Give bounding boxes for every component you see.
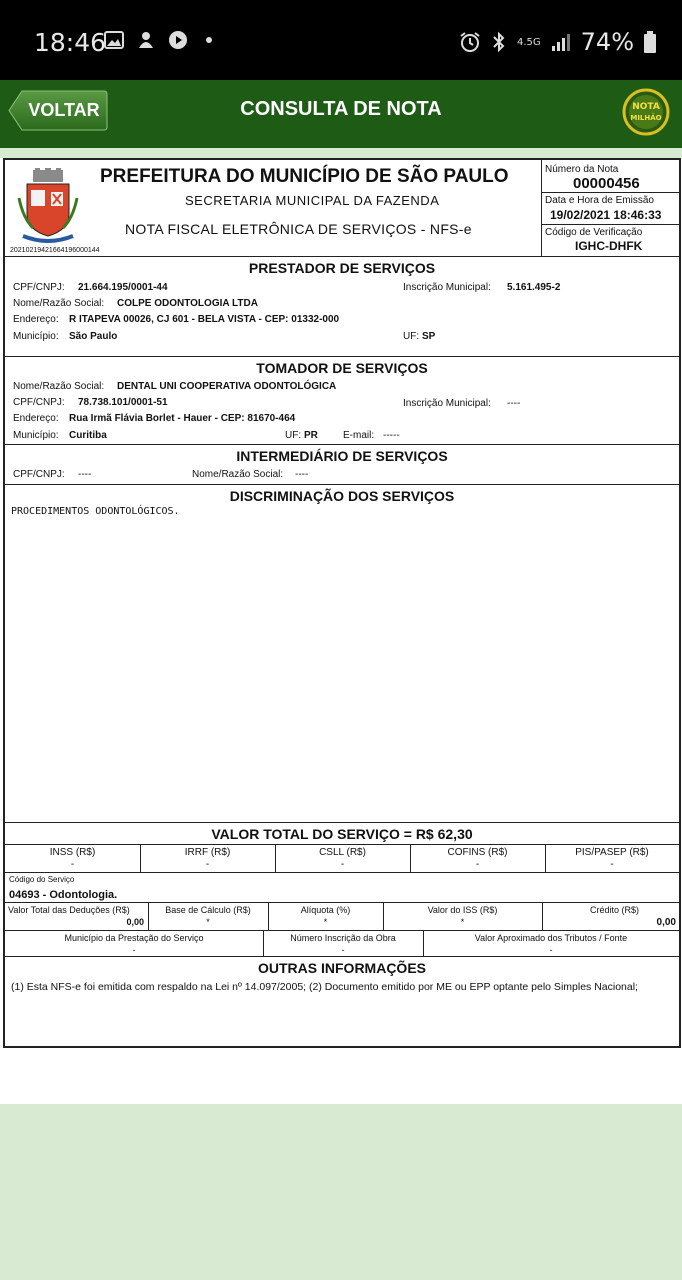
sao-paulo-coat-of-arms xyxy=(17,168,79,246)
valor-iss-label: Valor do ISS (R$) xyxy=(427,905,498,915)
battery-percent: 74% xyxy=(580,28,634,56)
cofins-label: COFINS (R$) xyxy=(447,847,508,858)
deducoes-value: 0,00 xyxy=(126,917,144,927)
credito-value: 0,00 xyxy=(656,917,676,928)
tomador-email-label: E-mail: xyxy=(343,430,375,441)
alarm-icon xyxy=(459,31,481,53)
barcode-number: 20210219421664196000144 xyxy=(10,247,100,254)
section-border xyxy=(5,930,679,931)
base-calculo-value: * xyxy=(206,917,210,927)
app-bar xyxy=(0,80,682,148)
cofins-value: - xyxy=(475,859,480,870)
status-bar xyxy=(0,0,682,80)
valor-total: VALOR TOTAL DO SERVIÇO = R$ 62,30 xyxy=(211,826,473,842)
green-stripe xyxy=(0,148,682,158)
tomador-uf-value: PR xyxy=(304,430,318,441)
section-border xyxy=(5,484,679,485)
bluetooth-icon xyxy=(491,31,507,53)
section-border xyxy=(5,956,679,957)
prestador-uf-value: SP xyxy=(422,331,436,342)
base-calculo-label: Base de Cálculo (R$) xyxy=(165,905,251,915)
nota-milhao-logo xyxy=(622,88,670,136)
header-sep-1 xyxy=(541,192,679,193)
intermediario-nome-label: Nome/Razão Social: xyxy=(192,469,284,480)
prestador-endereco-value: R ITAPEVA 00026, CJ 601 - BELA VISTA - CEP: 01332-000 xyxy=(69,314,340,325)
tomador-municipio-label: Município: xyxy=(13,430,59,441)
inss-value: - xyxy=(70,859,75,870)
verificacao-label: Código de Verificação xyxy=(545,227,643,238)
pis-value: - xyxy=(610,859,614,870)
prestador-nome-value: COLPE ODONTOLOGIA LTDA xyxy=(117,298,258,309)
irrf-label: IRRF (R$) xyxy=(184,847,231,858)
emissao-value: 19/02/2021 18:46:33 xyxy=(550,208,662,222)
csll-value: - xyxy=(340,859,345,870)
page-title: CONSULTA DE NOTA xyxy=(240,98,442,120)
intermediario-cpf-label: CPF/CNPJ: xyxy=(13,469,65,480)
outras-text: (1) Esta NFS-e foi emitida com respaldo na Lei nº 14.097/2005; (2) Documento emitido por ME ou EPP optante pelo Simples Nacional; xyxy=(11,981,638,993)
signal-icon xyxy=(551,32,571,52)
section-border xyxy=(5,822,679,823)
tomador-inscricao-label: Inscrição Municipal: xyxy=(403,398,491,409)
aliquota-value: * xyxy=(323,917,328,927)
outras-title: OUTRAS INFORMAÇÕES xyxy=(258,960,426,976)
credito-label: Crédito (R$) xyxy=(589,905,639,915)
intermediario-nome-value: ---- xyxy=(295,469,309,480)
tributos-label: Valor Aproximado dos Tributos / Fonte xyxy=(474,933,628,943)
intermediario-cpf-value: ---- xyxy=(78,469,92,480)
tomador-email-value: ----- xyxy=(383,430,400,441)
tributos-value: - xyxy=(549,945,553,955)
codigo-servico-label: Código do Serviço xyxy=(9,875,75,884)
section-border xyxy=(5,444,679,445)
tomador-nome-label: Nome/Razão Social: xyxy=(13,381,105,392)
back-button-label: VOLTAR xyxy=(28,100,100,120)
tomador-nome-value: DENTAL UNI COOPERATIVA ODONTOLÓGICA xyxy=(117,381,337,392)
prestador-cpf-value: 21.664.195/0001-44 xyxy=(78,282,168,293)
tomador-cpf-value: 78.738.101/0001-51 xyxy=(78,397,168,408)
notification-icons xyxy=(104,30,212,50)
tomador-endereco-label: Endereço: xyxy=(13,413,59,424)
municipio-prestacao-value: - xyxy=(132,945,136,955)
verificacao-value: IGHC-DHFK xyxy=(575,239,643,253)
prestador-nome-label: Nome/Razão Social: xyxy=(13,298,105,309)
prestador-uf-label: UF: xyxy=(403,331,420,342)
logo-text-milhao: MILHÃO xyxy=(630,114,662,122)
more-notifications-dot xyxy=(206,37,212,43)
discriminacao-text: PROCEDIMENTOS ODONTOLÓGICOS. xyxy=(11,506,180,517)
deducoes-label: Valor Total das Deduções (R$) xyxy=(8,905,130,915)
intermediario-title: INTERMEDIÁRIO DE SERVIÇOS xyxy=(236,448,448,464)
header-sep-2 xyxy=(541,224,679,225)
inscricao-obra-label: Número Inscrição da Obra xyxy=(290,933,396,943)
prefeitura-title: PREFEITURA DO MUNICÍPIO DE SÃO PAULO xyxy=(100,166,509,187)
section-border xyxy=(5,356,679,357)
logo-text-nota: NOTA xyxy=(632,102,660,112)
battery-icon xyxy=(644,31,656,53)
numero-nota-label: Número da Nota xyxy=(545,164,619,175)
prestador-inscricao-value: 5.161.495-2 xyxy=(507,282,561,293)
tomador-municipio-value: Curitiba xyxy=(69,430,107,441)
irrf-value: - xyxy=(205,859,210,870)
header-divider xyxy=(541,160,542,256)
section-border xyxy=(5,902,679,903)
prestador-title: PRESTADOR DE SERVIÇOS xyxy=(248,260,436,276)
image-icon xyxy=(104,31,124,49)
prestador-municipio-value: São Paulo xyxy=(69,331,118,342)
prestador-endereco-label: Endereço: xyxy=(13,314,59,325)
discriminacao-title: DISCRIMINAÇÃO DOS SERVIÇOS xyxy=(229,488,455,504)
app-notification-icon xyxy=(136,30,156,50)
inss-label: INSS (R$) xyxy=(49,847,96,858)
tomador-inscricao-value: ---- xyxy=(507,398,521,409)
tomador-endereco-value: Rua Irmã Flávia Borlet - Hauer - CEP: 81670-464 xyxy=(69,413,296,424)
status-time: 18:46 xyxy=(34,28,107,57)
prestador-municipio-label: Município: xyxy=(13,331,59,342)
tomador-uf-label: UF: xyxy=(285,430,302,441)
municipio-prestacao-label: Município da Prestação do Serviço xyxy=(64,933,204,943)
aliquota-label: Alíquota (%) xyxy=(300,905,351,915)
footer-background xyxy=(0,1104,682,1280)
tomador-title: TOMADOR DE SERVIÇOS xyxy=(256,360,428,376)
network-type: 4.5G xyxy=(517,36,541,48)
emissao-label: Data e Hora de Emissão xyxy=(545,195,654,206)
csll-label: CSLL (R$) xyxy=(319,847,366,858)
valor-iss-value: * xyxy=(460,917,465,927)
pis-label: PIS/PASEP (R$) xyxy=(575,847,649,858)
nfs-e-document xyxy=(3,158,681,1048)
secretaria-title: SECRETARIA MUNICIPAL DA FAZENDA xyxy=(185,193,440,208)
numero-nota-value: 00000456 xyxy=(573,175,640,192)
prestador-cpf-label: CPF/CNPJ: xyxy=(13,282,65,293)
codigo-servico-value: 04693 - Odontologia. xyxy=(9,889,118,901)
play-circle-icon xyxy=(168,30,188,50)
section-border xyxy=(5,844,679,845)
section-border xyxy=(5,256,679,257)
tomador-cpf-label: CPF/CNPJ: xyxy=(13,397,65,408)
prestador-inscricao-label: Inscrição Municipal: xyxy=(403,282,491,293)
inscricao-obra-value: - xyxy=(341,945,345,955)
section-border xyxy=(5,872,679,873)
system-icons xyxy=(459,28,656,56)
nfs-e-title: NOTA FISCAL ELETRÔNICA DE SERVIÇOS - NFS-e xyxy=(125,221,472,237)
